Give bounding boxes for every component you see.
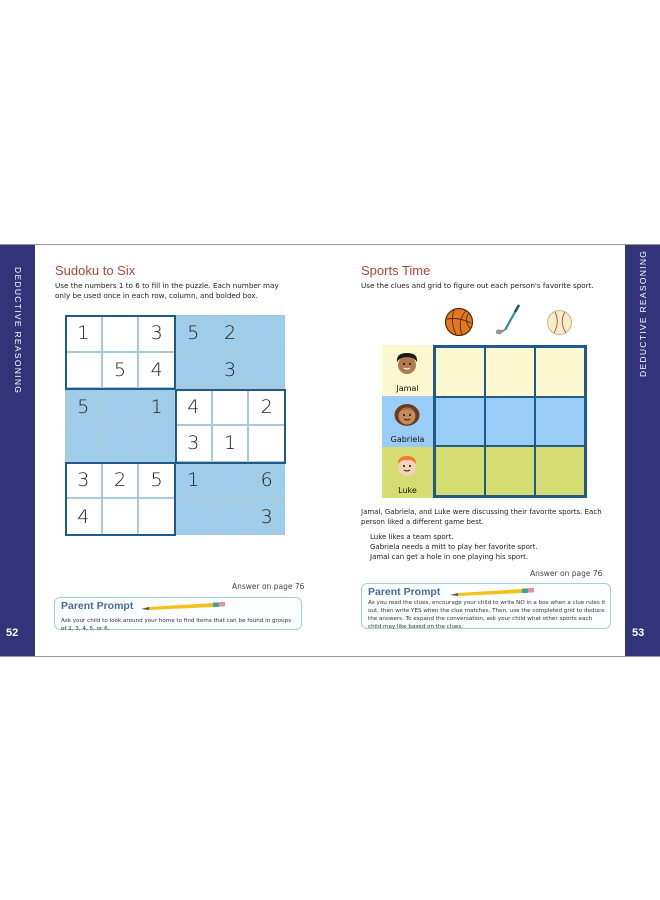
people-column — [382, 345, 433, 498]
parent-prompt-left — [54, 597, 302, 630]
sudoku-cell[interactable] — [212, 498, 249, 535]
sudoku-cell[interactable] — [102, 498, 139, 535]
sudoku-cell[interactable] — [248, 425, 285, 462]
sudoku-cell[interactable]: 4 — [65, 498, 102, 535]
person-name: Jamal — [396, 384, 419, 393]
sudoku-cell[interactable]: 1 — [65, 315, 102, 352]
sudoku-cell[interactable] — [138, 498, 175, 535]
page-title-sudoku: Sudoku to Six — [55, 263, 136, 278]
sudoku-instructions: Use the numbers 1 to 6 to fill in the puzzle. Each number may only be used once in each row, column, and bolded box. — [55, 281, 279, 300]
person-row-jamal — [382, 345, 433, 396]
sudoku-cell[interactable] — [102, 388, 139, 425]
sudoku-cell[interactable] — [65, 352, 102, 389]
sudoku-cell[interactable]: 1 — [212, 425, 249, 462]
section-label-left: DEDUCTIVE REASONING — [13, 267, 23, 395]
sudoku-cell[interactable]: 2 — [212, 315, 249, 352]
grid-cell-luke-golf[interactable] — [485, 446, 535, 496]
grid-cell-gabriela-basketball[interactable] — [435, 397, 485, 447]
parent-prompt-text: As you read the clues, encourage your child to write NO in a box when a clue rules it out, then write YES when the clue matches. Then, use the completed grid to deduce the answers. To expand the conversation, ask your child what other sports each child may like based on the clues. — [368, 600, 606, 630]
sudoku-cell[interactable] — [102, 315, 139, 352]
baseball-icon — [546, 309, 573, 336]
grid-cell-gabriela-baseball[interactable] — [535, 397, 585, 447]
sudoku-cell[interactable] — [175, 352, 212, 389]
sudoku-cell[interactable] — [102, 425, 139, 462]
story-intro: Jamal, Gabriela, and Luke were discussing their favorite sports. Each person liked a different game best. — [361, 508, 602, 526]
grid-cell-luke-basketball[interactable] — [435, 446, 485, 496]
book-spread — [0, 244, 660, 657]
gabriela-face-icon — [394, 402, 420, 426]
golf-club-icon — [494, 303, 524, 337]
sudoku-cell[interactable]: 1 — [175, 462, 212, 499]
sudoku-cell[interactable]: 3 — [138, 315, 175, 352]
sudoku-cell[interactable]: 3 — [65, 462, 102, 499]
sudoku-cell[interactable]: 5 — [102, 352, 139, 389]
sudoku-cell[interactable]: 3 — [248, 498, 285, 535]
page-number-left: 52 — [6, 627, 19, 639]
person-row-gabriela — [382, 396, 433, 447]
basketball-icon — [444, 307, 474, 337]
parent-prompt-right — [361, 583, 611, 629]
pencil-icon — [141, 602, 227, 611]
grid-cell-jamal-basketball[interactable] — [435, 347, 485, 397]
sudoku-cell[interactable]: 6 — [248, 462, 285, 499]
parent-prompt-title: Parent Prompt — [61, 600, 134, 612]
grid-cell-gabriela-golf[interactable] — [485, 397, 535, 447]
sudoku-cell[interactable] — [212, 462, 249, 499]
section-label-right: DEDUCTIVE REASONING — [638, 249, 648, 377]
parent-prompt-title: Parent Prompt — [368, 586, 441, 598]
grid-cell-luke-baseball[interactable] — [535, 446, 585, 496]
sudoku-cell[interactable] — [248, 352, 285, 389]
answer-note-left: Answer on page 76 — [232, 582, 305, 591]
person-name: Luke — [398, 486, 417, 495]
clue-2: Gabriela needs a mitt to play her favorite sport. — [370, 543, 538, 551]
luke-face-icon — [394, 453, 420, 477]
sports-instructions: Use the clues and grid to figure out each person's favorite sport. — [361, 281, 594, 290]
page-title-sports: Sports Time — [361, 263, 431, 278]
grid-cell-jamal-baseball[interactable] — [535, 347, 585, 397]
sudoku-cell[interactable]: 5 — [175, 315, 212, 352]
pencil-icon — [450, 588, 536, 597]
sudoku-cell[interactable]: 2 — [102, 462, 139, 499]
sudoku-grid — [65, 315, 285, 535]
page-number-right: 53 — [632, 627, 645, 639]
sudoku-cell[interactable] — [212, 388, 249, 425]
jamal-face-icon — [394, 351, 420, 375]
sudoku-cell[interactable]: 5 — [138, 462, 175, 499]
clue-3: Jamal can get a hole in one playing his sport. — [370, 553, 529, 561]
clue-1: Luke likes a team sport. — [370, 533, 454, 541]
sudoku-cell[interactable]: 4 — [175, 388, 212, 425]
sudoku-cell[interactable]: 1 — [138, 388, 175, 425]
grid-cell-jamal-golf[interactable] — [485, 347, 535, 397]
right-section-strip — [625, 245, 660, 656]
sudoku-cell[interactable] — [65, 425, 102, 462]
sudoku-cell[interactable]: 5 — [65, 388, 102, 425]
answer-note-right: Answer on page 76 — [530, 569, 603, 578]
sudoku-cell[interactable]: 3 — [175, 425, 212, 462]
sports-logic-grid — [433, 345, 587, 498]
person-name: Gabriela — [390, 435, 425, 444]
sudoku-cell[interactable] — [175, 498, 212, 535]
sudoku-cell[interactable]: 2 — [248, 388, 285, 425]
sudoku-cell[interactable] — [248, 315, 285, 352]
parent-prompt-text: Ask your child to look around your home to find items that can be found in groups of 2, 3, 4, 5, or 6. — [61, 618, 292, 632]
sudoku-cell[interactable]: 3 — [212, 352, 249, 389]
sudoku-cell[interactable]: 4 — [138, 352, 175, 389]
sudoku-cell[interactable] — [138, 425, 175, 462]
left-section-strip — [0, 245, 35, 656]
person-row-luke — [382, 447, 433, 498]
